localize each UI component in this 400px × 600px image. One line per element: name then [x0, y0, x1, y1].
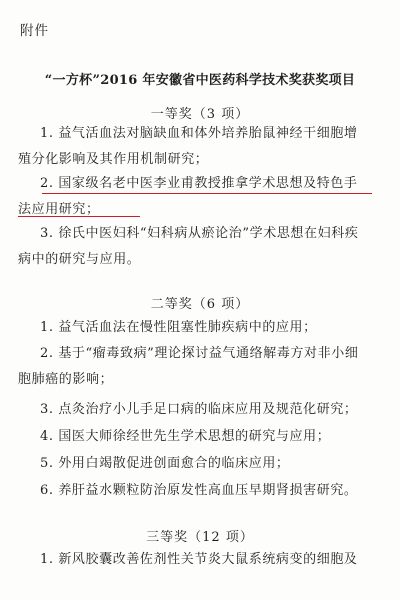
item-line: 5. 外用白竭散促进创面愈合的临床应用； — [40, 456, 290, 471]
item-line-continued: 殖分化影响及其作用机制研究； — [18, 152, 209, 167]
list-item — [40, 478, 370, 504]
list-item — [40, 547, 370, 573]
item-line: 2. 基于“瘤毒致病”理论探讨益气通络解毒方对非小细 — [40, 346, 359, 361]
item-line: 3. 徐氏中医妇科“妇科病从瘀论治”学术思想在妇科疾 — [40, 226, 359, 241]
item-line-continued: 胞肺癌的影响； — [18, 372, 114, 387]
item-line: 1. 益气活血法在慢性阻塞性肺疾病中的应用； — [40, 320, 317, 335]
item-line: 6. 养肝益水颗粒防治原发性高血压早期肾损害研究。 — [40, 483, 358, 498]
annex-label: 附件 — [20, 23, 49, 39]
section-heading-third-prize: 三等奖（12 项） — [146, 530, 254, 545]
item-line: 4. 国医大师徐经世先生学术思想的研究与应用； — [40, 429, 331, 444]
section-heading-second-prize: 二等奖（6 项） — [150, 297, 250, 312]
item-line: 3. 点灸治疗小儿手足口病的临床应用及规范化研究； — [40, 402, 358, 417]
list-item — [40, 451, 370, 477]
list-item — [18, 341, 370, 393]
item-line: 1. 益气活血法对脑缺血和体外培养胎鼠神经干细胞增 — [40, 126, 358, 141]
red-underline — [18, 216, 140, 217]
item-line-continued: 法应用研究； — [18, 202, 100, 217]
list-item — [40, 315, 370, 341]
red-underline — [42, 193, 372, 194]
section-heading-first-prize: 一等奖（3 项） — [150, 107, 250, 122]
list-item — [18, 221, 370, 273]
item-line-continued: 病中的研究与应用。 — [18, 252, 141, 267]
list-item — [40, 424, 370, 450]
list-item — [18, 121, 370, 173]
item-line: 1. 新风胶囊改善佐剂性关节炎大鼠系统病变的细胞及 — [40, 552, 358, 567]
list-item — [40, 397, 370, 423]
document-title: “一方杯”2016 年安徽省中医药科学技术奖获奖项目 — [44, 73, 356, 88]
item-line: 2. 国家级名老中医李业甫教授推拿学术思想及特色手 — [40, 176, 358, 191]
